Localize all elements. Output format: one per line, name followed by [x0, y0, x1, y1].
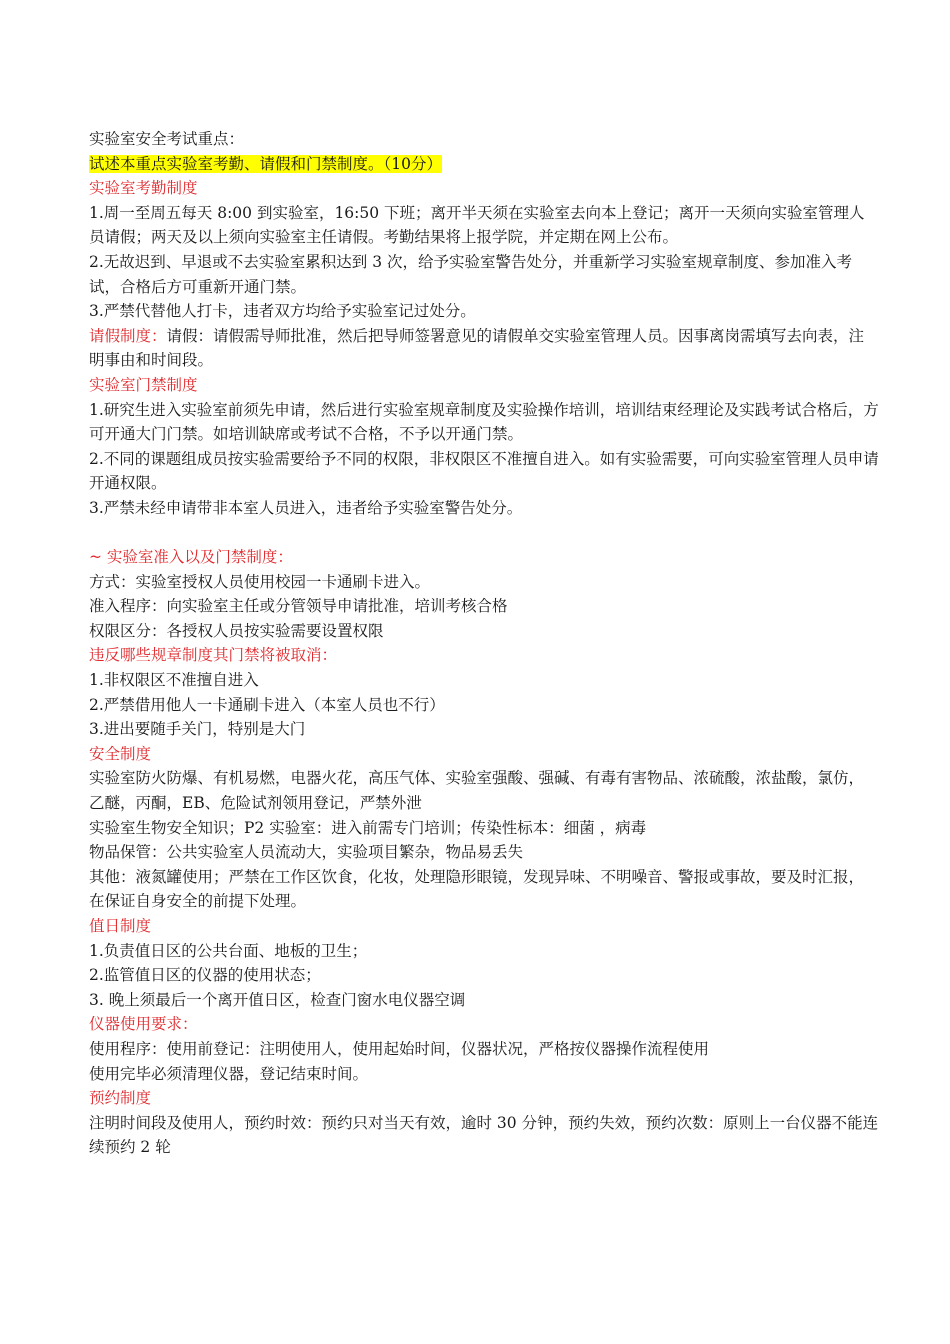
- duty-item-1: 1.负责值日区的公共台面、地板的卫生；: [89, 941, 368, 960]
- question-highlight: 试述本重点实验室考勤、请假和门禁制度。（10分）: [89, 154, 442, 173]
- instrument-line-2: 使用完毕必须清理仪器，登记结束时间。: [89, 1064, 369, 1083]
- instrument-heading: 仪器使用要求：: [89, 1015, 198, 1034]
- attendance-item-2: 2.无故迟到、早退或不去实验室累积达到 3 次，给予实验室警告处分，并重新学习实验室规章制度、参加准入考试，合格后方可重新开通门禁。: [89, 252, 853, 296]
- violations-item-1: 1.非权限区不准擅自进入: [89, 671, 259, 690]
- safety-line-4: 其他：液氮罐使用；严禁在工作区饮食，化妆，处理隐形眼镜，发现异味、不明噪音、警报或事故，要及时汇报，在保证自身安全的前提下处理。: [89, 867, 865, 911]
- access-heading: 实验室门禁制度: [89, 375, 198, 394]
- document-body: [89, 127, 879, 1160]
- leave-paragraph: [89, 324, 879, 373]
- leave-text: 请假：请假需导师批准，然后把导师签署意见的请假单交实验室管理人员。因事离岗需填写去向表，注明事由和时间段。: [89, 326, 865, 370]
- document-title: 实验室安全考试重点：: [89, 130, 245, 148]
- access-item-1: 1.研究生进入实验室前须先申请，然后进行实验室规章制度及实验操作培训，培训结束经理论及实践考试合格后，方可开通大门门禁。如培训缺席或考试不合格，不予以开通门禁。: [89, 400, 879, 444]
- attendance-item-3: 3.严禁代替他人打卡，违者双方均给予实验室记过处分。: [89, 302, 476, 321]
- section-spacer: [89, 521, 879, 546]
- violations-heading: 违反哪些规章制度其门禁将被取消：: [89, 646, 338, 665]
- attendance-item-1: 1.周一至周五每天 8:00 到实验室，16:50 下班；离开半天须在实验室去向本上登记；离开一天须向实验室管理人员请假；两天及以上须向实验室主任请假。考勤结果将上报学院，并定期在网上公布。: [89, 203, 865, 247]
- booking-text: 注明时间段及使用人，预约时效：预约只对当天有效，逾时 30 分钟，预约失效，预约次数：原则上一台仪器不能连续预约 2 轮: [89, 1113, 879, 1157]
- entry-heading: ~ 实验室准入以及门禁制度：: [89, 548, 293, 567]
- instrument-line-1: 使用程序：使用前登记：注明使用人，使用起始时间，仪器状况，严格按仪器操作流程使用: [89, 1039, 710, 1058]
- duty-heading: 值日制度: [89, 917, 152, 935]
- safety-line-3: 物品保管：公共实验室人员流动大，实验项目繁杂，物品易丢失: [89, 843, 524, 862]
- safety-line-1: 实验室防火防爆、有机易燃，电器火花，高压气体、实验室强酸、强碱、有毒有害物品、浓硫酸，浓盐酸，氯仿，乙醚，丙酮，EB、危险试剂领用登记，严禁外泄: [89, 769, 865, 813]
- safety-heading: 安全制度: [89, 744, 152, 763]
- access-item-3: 3.严禁未经申请带非本室人员进入，违者给予实验室警告处分。: [89, 498, 523, 517]
- entry-line-1: 方式：实验室授权人员使用校园一卡通刷卡进入。: [89, 572, 431, 591]
- entry-line-3: 权限区分：各授权人员按实验需要设置权限: [89, 621, 384, 640]
- duty-item-3: 3. 晚上须最后一个离开值日区，检查门窗水电仪器空调: [89, 990, 466, 1009]
- leave-heading: 请假制度：: [89, 326, 167, 345]
- booking-heading: 预约制度: [89, 1089, 152, 1108]
- violations-item-2: 2.严禁借用他人一卡通刷卡进入（本室人员也不行）: [89, 695, 445, 714]
- entry-line-2: 准入程序：向实验室主任或分管领导申请批准，培训考核合格: [89, 597, 508, 616]
- violations-item-3: 3.进出要随手关门，特别是大门: [89, 720, 306, 739]
- attendance-heading: 实验室考勤制度: [89, 179, 198, 198]
- duty-item-2: 2.监管值日区的仪器的使用状态；: [89, 966, 321, 985]
- safety-line-2: 实验室生物安全知识；P2 实验室：进入前需专门培训；传染性标本：细菌 ，病毒: [89, 818, 647, 837]
- exam-question: [89, 152, 879, 177]
- access-item-2: 2.不同的课题组成员按实验需要给予不同的权限，非权限区不准擅自进入。如有实验需要，可向实验室管理人员申请开通权限。: [89, 449, 879, 493]
